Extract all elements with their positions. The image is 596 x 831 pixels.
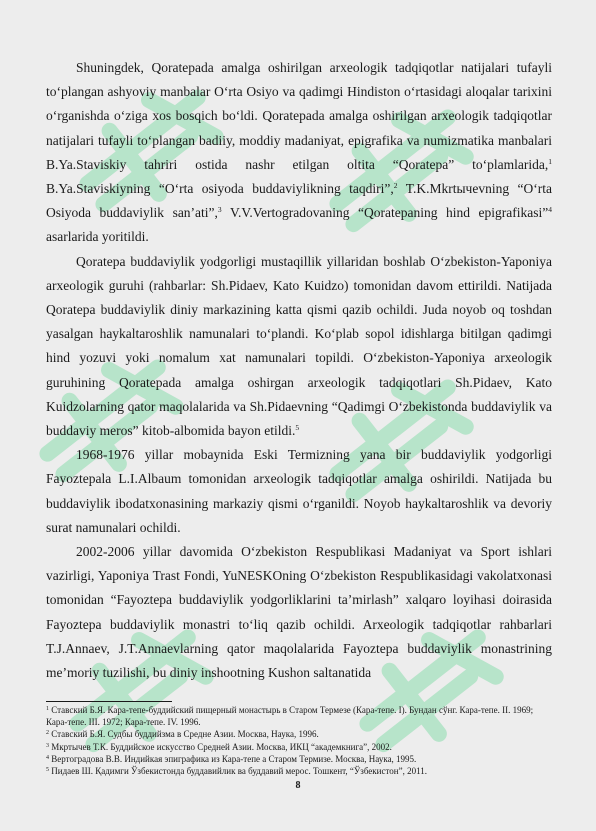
footnote-separator [46, 701, 172, 702]
paragraph-text: Qoratepa buddaviylik yodgorligi mustaqillik yillaridan boshlab O‘zbekiston-Yaponiya arxeologik guruhi (rahbarlar: Sh.Pidaev, Kato Kuidzo) tomonidan davom ettirildi. Natijada Qoratepa buddaviylik diniy markazining katta qismi qazib ochildi. Juda noyob oq toshdan yasalgan haykaltaroshlik namunalari to‘plandi. Ko‘plab sopol idishlarga bitilgan qadimgi hind yozuvi yoki nomalum xat namunalari topildi. O‘zbekiston-Yaponiya arxeologik guruhining Qoratepada amalga oshirgan arxeologik tadqiqotlari Sh.Pidaev, Kato Kuidzolarning qator maqolalarida va Sh.Pidaevning “Qadimgi O‘zbekistonda buddaviylik va buddaviy meros” kitob-albomida bayon etildi. [46, 253, 552, 439]
footnote-number: 3 [46, 742, 49, 749]
footnote-text: Мкртычев Т.К. Буддийское искусство Средней Азии. Москва, ИКЦ “академкнига”, 2002. [51, 741, 392, 752]
paragraph-text: B.Ya.Staviskiyning “O‘rta osiyoda buddaviylikning taqdiri”, [46, 181, 394, 197]
footnote-number: 1 [46, 706, 49, 712]
page-number: 8 [295, 780, 301, 791]
footnotes [46, 704, 554, 777]
paragraph-text: 1968-1976 yillar mobaynida Eski Termizning yana bir buddaviylik yodgorligi Fayoztepala L.I.Albaum tomonidan arxeologik tadqiqotlar amalga oshirildi. Natijada bu buddaviylik ibodatxonasining markaziy qismi o‘rganildi. Noyob haykaltaroshlik va devoriy surat namunalari ochildi. [46, 447, 552, 535]
paragraph-text: 2002-2006 yillar davomida O‘zbekiston Respublikasi Madaniyat va Sport ishlari vazirligi, Yaponiya Trast Fondi, YuNESKOning O‘zbekiston Respublikasidagi vakolatxonasi tomonidan “Fayoztepa buddaviylik yodgorliklarini ta’mirlash” xalqaro loyihasi doirasida Fayoztepa buddaviylik monastri to‘liq qazib ochildi. Arxeologik tadqiqotlar rahbarlari T.J.Annaev, J.T.Annaevlarning qator maqolalarida Fayoztepa buddaviylik monastrining me’moriy tuzilishi, bu diniy inshootning Kushon saltanatida [46, 544, 552, 681]
footnote-ref[interactable]: 5 [295, 423, 300, 433]
paragraph [46, 250, 552, 444]
footnote [46, 765, 554, 777]
footnote [46, 728, 554, 740]
footnote [46, 753, 554, 765]
paragraph-text: V.V.Vertogradovaning “Qoratepaning hind epigrafikasi” [221, 205, 549, 221]
paragraph [46, 443, 552, 540]
footnote-ref[interactable]: 2 [393, 181, 398, 191]
body-text [46, 56, 552, 685]
footnote-number: 2 [46, 730, 49, 737]
footnote-ref[interactable]: 1 [548, 156, 552, 166]
footnote-text: Пидаев Ш. Қадимги Ўзбекистонда буддавийлик ва буддавий мерос. Тошкент, “Ўзбекистон”, 2011. [51, 766, 428, 777]
footnote-ref[interactable]: 4 [548, 205, 552, 215]
footnote-number: 4 [46, 754, 49, 761]
footnote [46, 704, 554, 728]
footnote-text: Ставский Б.Я. Кара-тепе-буддийский пищерный монастырь в Старом Термезе (Кара-тепе. I). Бундан сўнг. Кара-тепе. II. 1969; Кара-тепе. III. 1972; Кара-тепе. IV. 1996. [46, 705, 534, 728]
footnote-text: Ставский Б.Я. Судбы буддийзма в Средне Азии. Москва, Наука, 1996. [51, 729, 319, 740]
footnote-number: 5 [46, 767, 49, 774]
paragraph-text: asarlarida yoritildi. [46, 229, 149, 245]
paragraph-text: Shuningdek, Qoratepada amalga oshirilgan arxeologik tadqiqotlar natijalari tufayli to‘plangan ashyoviy manbalar O‘rta Osiyo va qadimgi Hindiston o‘rtasidagi aloqalar tarixini o‘rganishda o‘ziga xos bosqich bo‘ldi. Qoratepada amalga oshirilgan arxeologik tadqiqotlar natijalari tufayli to‘plangan badiiy, moddiy madaniyat, epigrafika va numizmatika manbalari B.Ya.Staviskiy tahriri ostida nashr etilgan oltita “Qoratepa” to‘plamlarida, [46, 60, 552, 172]
paragraph-text: T.K.Mkrtычevning “O‘rta Osiyoda buddaviylik san’ati”, [46, 181, 552, 221]
footnote-ref[interactable]: 3 [217, 205, 222, 215]
paragraph [46, 56, 552, 250]
paragraph [46, 540, 552, 685]
footnote-text: Вертоградова В.В. Индийкая эпиграфика из Кара-тепе а Старом Термизе. Москва, Наука, 1995. [51, 753, 417, 764]
footnote [46, 741, 554, 753]
